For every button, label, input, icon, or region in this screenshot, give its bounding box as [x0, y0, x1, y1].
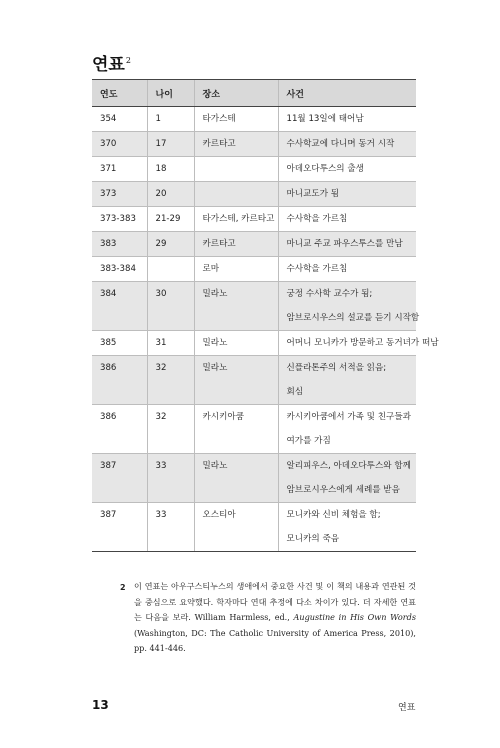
cell-year-line: 383-384 [100, 264, 136, 274]
cell-year-line: 387 [100, 510, 117, 520]
cell-event-line: 모니카와 신비 체험을 함; [286, 510, 381, 520]
cell-age [147, 282, 194, 331]
table-row [92, 132, 416, 157]
cell-place-line: 밀라노 [202, 363, 228, 373]
cell-age [147, 257, 194, 282]
cell-place [194, 282, 278, 331]
cell-event [278, 257, 416, 282]
cell-age [147, 182, 194, 207]
cell-place [194, 182, 278, 207]
footnote-text-before: 이 연표는 아우구스티누스의 생애에서 중요한 사건 및 이 책의 내용과 연관된 것을 중심으로 요약했다. 학자마다 연대 추정에 다소 차이가 있다. 더 자세한 연표는 다음을 보라. William Harmless, ed., [134, 581, 416, 622]
cell-place [194, 331, 278, 356]
table-row [92, 182, 416, 207]
cell-place-line: 로마 [202, 264, 220, 274]
cell-event-line: 11월 13일에 태어남 [286, 114, 364, 124]
cell-event-line: 카시키아쿰에서 가족 및 친구들과 [286, 412, 411, 422]
cell-event [278, 157, 416, 182]
cell-age [147, 232, 194, 257]
column-header-place: 장소 [194, 80, 278, 107]
cell-event [278, 405, 416, 454]
cell-year [92, 331, 147, 356]
cell-year-line: 386 [100, 412, 117, 422]
cell-age [147, 503, 194, 552]
cell-place [194, 356, 278, 405]
table-row [92, 107, 416, 132]
cell-year-line: 373-383 [100, 214, 136, 224]
cell-event-line: 수사학을 가르침 [286, 264, 348, 274]
cell-place-line: 카시키아쿰 [202, 412, 245, 422]
cell-event-line: 암브로시우스에게 세례를 받음 [286, 485, 400, 495]
cell-place-line: 밀라노 [202, 461, 228, 471]
cell-age-line: 20 [155, 189, 167, 199]
cell-event-line: 알리피우스, 아데오다투스와 함께 [286, 461, 411, 471]
table-row [92, 207, 416, 232]
cell-event [278, 454, 416, 503]
chronology-table [92, 79, 439, 552]
cell-age [147, 454, 194, 503]
table-row [92, 454, 416, 503]
cell-place-line [203, 157, 278, 181]
column-header-age: 나이 [147, 80, 194, 107]
column-header-year: 연도 [92, 80, 147, 107]
cell-year [92, 157, 147, 182]
cell-event-line: 아데오다투스의 출생 [286, 164, 364, 174]
cell-age-line: 21-29 [155, 214, 181, 224]
cell-year [92, 207, 147, 232]
cell-place [194, 454, 278, 503]
cell-age-line: 31 [155, 338, 167, 348]
table-row [92, 282, 416, 331]
cell-event-line: 신플라톤주의 서적을 읽음; [286, 363, 387, 373]
cell-age [147, 356, 194, 405]
cell-year [92, 107, 147, 132]
cell-event [278, 207, 416, 232]
table-row [92, 232, 416, 257]
cell-year [92, 132, 147, 157]
cell-age [147, 405, 194, 454]
cell-event-line: 수사학을 가르침 [286, 214, 348, 224]
cell-place-line: 밀라노 [202, 338, 228, 348]
table-row [92, 503, 416, 552]
cell-age-line: 32 [155, 412, 167, 422]
cell-year [92, 454, 147, 503]
page-title-text: 연표 [92, 55, 125, 75]
cell-place-line: 오스티아 [202, 510, 236, 520]
table-header-row [92, 80, 416, 107]
cell-place [194, 157, 278, 182]
cell-event-line: 여가를 가짐 [286, 436, 331, 446]
table-row [92, 356, 416, 405]
cell-year-line: 373 [100, 189, 117, 199]
cell-year [92, 257, 147, 282]
cell-age [147, 157, 194, 182]
cell-year-line: 371 [100, 164, 117, 174]
cell-year-line: 387 [100, 461, 117, 471]
cell-event [278, 356, 416, 405]
cell-year-line: 384 [100, 289, 117, 299]
cell-age [147, 107, 194, 132]
cell-age-line: 32 [155, 363, 167, 373]
cell-age-line: 1 [155, 114, 161, 124]
table-row [92, 405, 416, 454]
cell-event-line: 회심 [286, 387, 304, 397]
footnote-text-after: (Washington, DC: The Catholic University of America Press, 2010), pp. 441-446. [134, 627, 416, 653]
cell-event-line: 마니교 주교 파우스투스를 만남 [286, 239, 403, 249]
footnote-book-title: Augustine in His Own Words [293, 612, 416, 622]
cell-year-line: 383 [100, 239, 117, 249]
cell-age-line [156, 257, 194, 281]
cell-place [194, 405, 278, 454]
cell-year [92, 405, 147, 454]
cell-year-line: 385 [100, 338, 117, 348]
cell-age [147, 331, 194, 356]
cell-year-line: 354 [100, 114, 117, 124]
table-body [92, 107, 439, 552]
cell-place-line: 카르타고 [202, 239, 236, 249]
cell-place [194, 107, 278, 132]
footnote-number: 2 [120, 583, 126, 592]
cell-place [194, 207, 278, 232]
cell-event-line: 수사학교에 다니며 동거 시작 [286, 139, 395, 149]
cell-event [278, 107, 416, 132]
cell-place-line: 카르타고 [202, 139, 236, 149]
cell-event-line: 마니교도가 됨 [286, 189, 340, 199]
cell-age-line: 18 [155, 164, 167, 174]
cell-year [92, 182, 147, 207]
cell-event [278, 282, 420, 331]
cell-age-line: 29 [155, 239, 167, 249]
table-row [92, 257, 416, 282]
cell-event [278, 132, 416, 157]
cell-event-line: 어머니 모니카가 방문하고 동거녀가 떠남 [286, 338, 439, 348]
cell-age-line: 30 [155, 289, 167, 299]
cell-year [92, 282, 147, 331]
cell-event [278, 232, 416, 257]
cell-place-line: 타가스테, 카르타고 [202, 214, 275, 224]
cell-year [92, 356, 147, 405]
cell-place-line: 밀라노 [202, 289, 228, 299]
page-number: 13 [92, 698, 109, 712]
footnote-marker: 2 [125, 56, 131, 66]
cell-event [278, 182, 416, 207]
column-header-event: 사건 [278, 80, 416, 107]
cell-event-line: 암브로시우스의 설교를 듣기 시작함 [286, 313, 420, 323]
cell-place [194, 503, 278, 552]
running-head: 연표 [398, 703, 416, 713]
cell-age-line: 17 [155, 139, 167, 149]
cell-place [194, 232, 278, 257]
cell-place-line [203, 182, 278, 206]
cell-age [147, 207, 194, 232]
footnote-text [134, 579, 416, 657]
cell-year [92, 232, 147, 257]
cell-year-line: 370 [100, 139, 117, 149]
cell-age [147, 132, 194, 157]
cell-year-line: 386 [100, 363, 117, 373]
cell-place [194, 257, 278, 282]
table-row [92, 331, 416, 356]
cell-event-line: 모니카의 죽음 [286, 534, 340, 544]
cell-age-line: 33 [155, 510, 167, 520]
cell-event [278, 503, 416, 552]
table-row [92, 157, 416, 182]
cell-age-line: 33 [155, 461, 167, 471]
page-title [92, 50, 131, 75]
cell-event-line: 궁정 수사학 교수가 됨; [286, 289, 373, 299]
cell-year [92, 503, 147, 552]
cell-event [278, 331, 439, 356]
cell-place [194, 132, 278, 157]
cell-place-line: 타가스테 [202, 114, 236, 124]
